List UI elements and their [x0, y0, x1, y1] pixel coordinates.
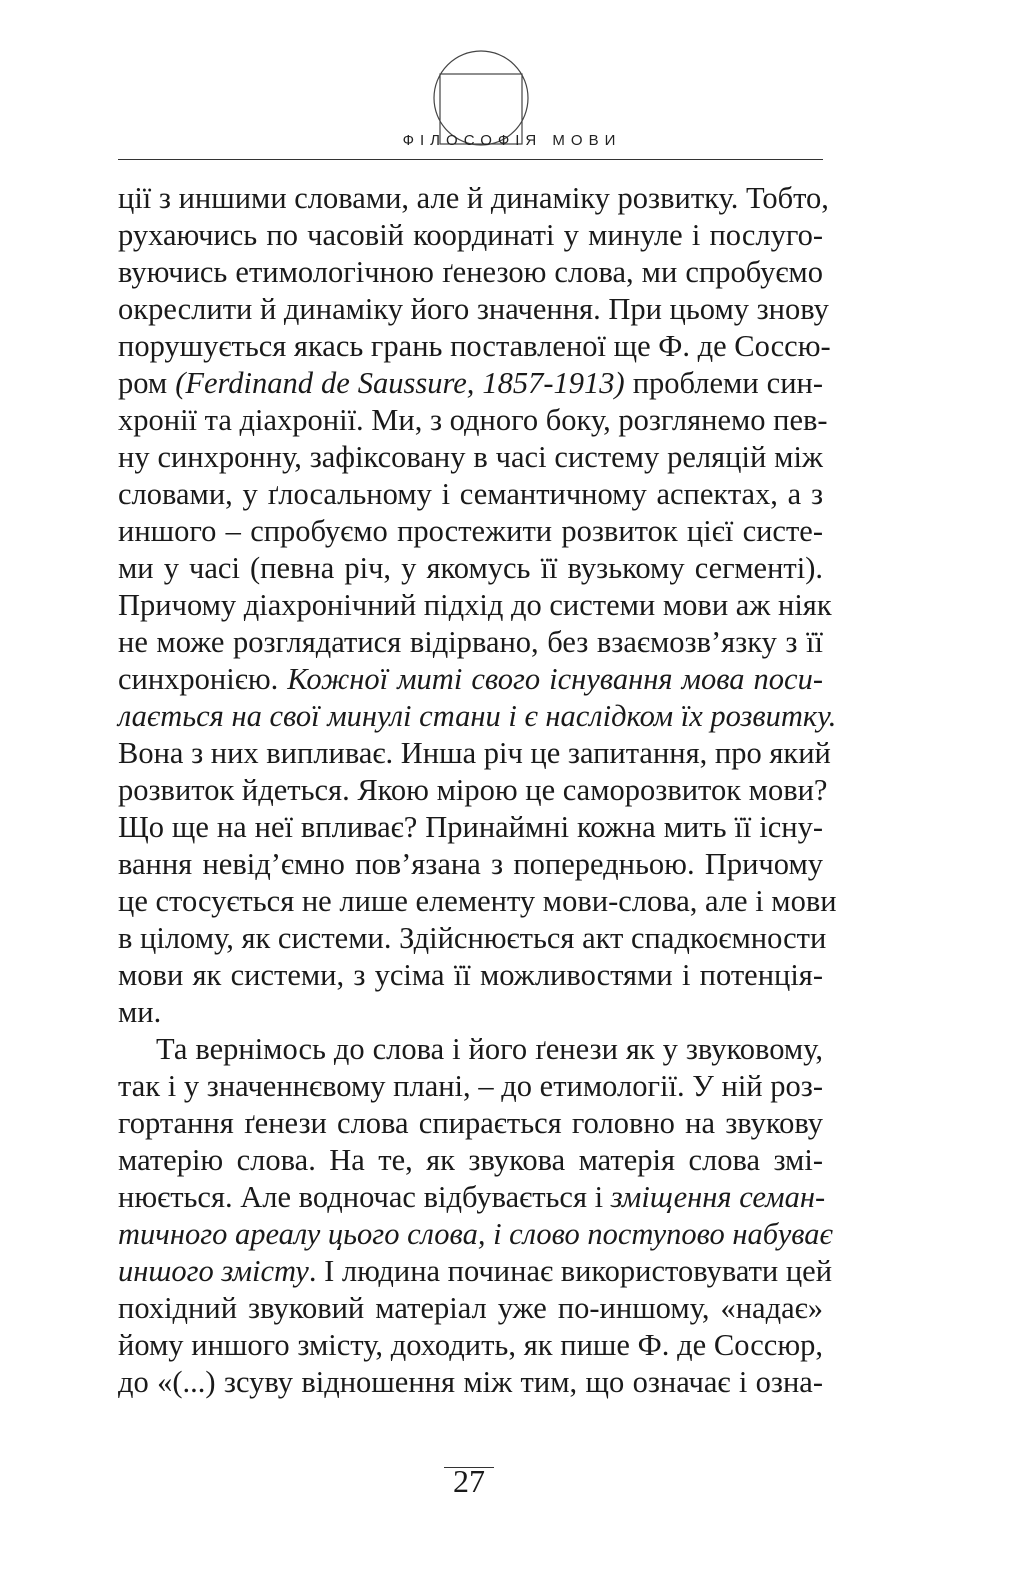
text-line: похідний звуковий матеріал уже по-иншому, «надає» [118, 1291, 823, 1325]
text-line: так і у значеннєвому плані, – до етимології. У ній роз- [118, 1069, 823, 1103]
text-line [118, 365, 823, 402]
text-line: ну синхронну, зафіксовану в часі систему реляцій між [118, 440, 823, 474]
text-line: розвиток йдеться. Якою мірою це саморозвиток мови? [118, 773, 828, 807]
text-line [118, 1179, 826, 1216]
italic-text: Кожної миті свого існування мова поси- [287, 662, 824, 696]
text-line: Що ще на неї впливає? Принаймні кожна мить її існу- [118, 810, 823, 844]
text-line: лається на свої минулі стани і є наслідком їх розвитку. [118, 699, 837, 733]
text-run: синхронією. [118, 662, 288, 696]
page-number: 27 [453, 1463, 485, 1499]
text-run: проблеми син- [624, 366, 823, 400]
text-line: мови як системи, з усіма її можливостями і потенція- [118, 958, 823, 992]
text-line [118, 1253, 833, 1290]
text-line: йому иншого змісту, доходить, як пише Ф. де Соссюр, [118, 1328, 823, 1362]
text-line: ми у часі (певна річ, у якомусь її вузькому сегменті). [118, 551, 823, 585]
text-line: ції з иншими словами, але й динаміку розвитку. Тобто, [118, 181, 829, 215]
text-line: в цілому, як системи. Здійснюється акт спадкоємности [118, 921, 827, 955]
text-line: гортання ґенези слова спирається головно на звукову [118, 1106, 823, 1140]
body-text [118, 180, 837, 1401]
text-line: порушується якась грань поставленої ще Ф. де Соссю- [118, 329, 831, 363]
text-line: матерію слова. На те, як звукова матерія слова змі- [118, 1143, 823, 1177]
italic-text: зміщення семан- [610, 1180, 826, 1214]
text-line: окреслити й динаміку його значення. При цьому знову [118, 292, 829, 326]
italic-citation: (Ferdinand de Saussure, 1857-1913) [175, 366, 625, 400]
text-line: вуючись етимологічною ґенезою слова, ми спробуємо [118, 255, 823, 289]
text-line: иншого – спробуємо простежити розвиток цієї систе- [118, 514, 823, 548]
text-run: . І людина починає використовувати цей [308, 1254, 833, 1288]
text-line: хронії та діахронії. Ми, з одного боку, розглянемо пев- [118, 403, 828, 437]
text-line [118, 661, 823, 698]
text-line: не може розглядатися відірвано, без взаємозв’язку з її [118, 625, 823, 659]
text-line: словами, у ґлосальному і семантичному аспектах, а з [118, 477, 823, 511]
text-line: Та вернімось до слова і його ґенези як у звуковому, [156, 1032, 823, 1066]
text-line: рухаючись по часовій координаті у минуле і послуго- [118, 218, 823, 252]
text-line: тичного ареалу цього слова, і слово поступово набуває [118, 1217, 833, 1251]
running-header: ФІЛОСОФІЯ МОВИ [402, 132, 622, 149]
text-line: ми. [118, 995, 162, 1029]
text-line: до «(...) зсуву відношення між тим, що означає і озна- [118, 1365, 823, 1399]
italic-text: иншого змісту [118, 1254, 309, 1288]
text-line: це стосується не лише елементу мови-слова, але і мови [118, 884, 837, 918]
header-rule [118, 159, 823, 160]
text-line: Причому діахронічний підхід до системи мови аж ніяк [118, 588, 832, 622]
text-run: нюється. Але водночас відбувається і [118, 1180, 611, 1214]
text-line: вання невід’ємно пов’язана з попередньою. Причому [118, 847, 823, 881]
text-line: Вона з них випливає. Инша річ це запитання, про який [118, 736, 831, 770]
text-run: ром [118, 366, 176, 400]
